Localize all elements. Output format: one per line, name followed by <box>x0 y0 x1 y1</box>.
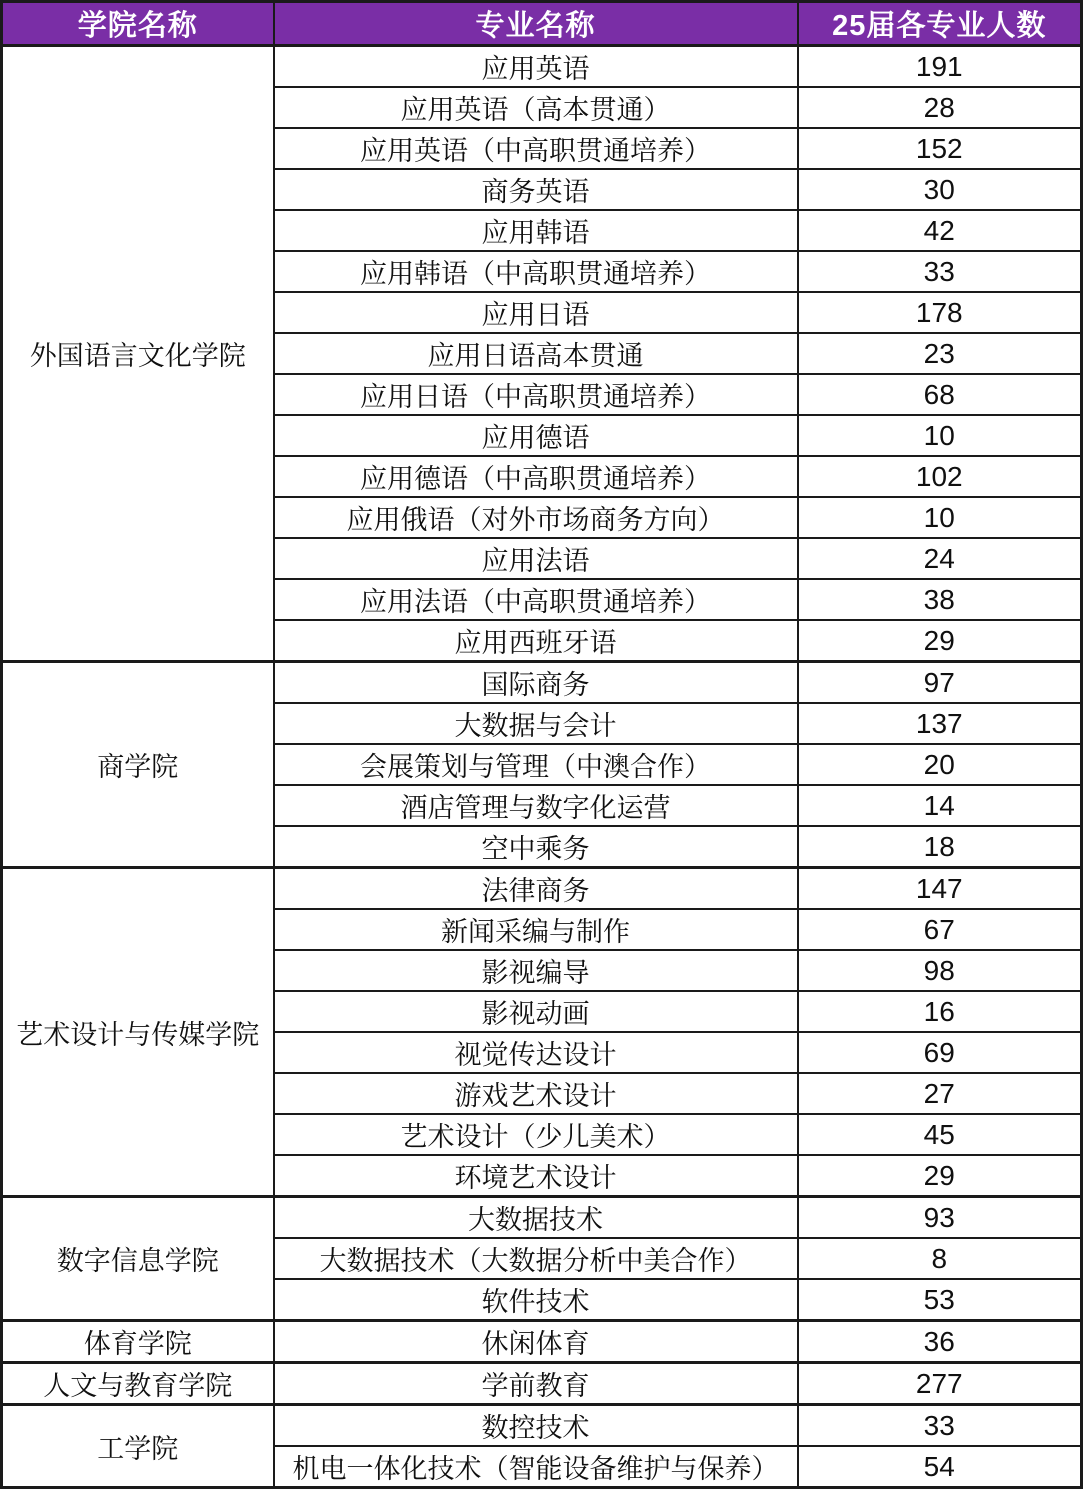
major-cell: 法律商务 <box>274 868 798 910</box>
major-cell: 艺术设计（少儿美术） <box>274 1114 798 1155</box>
major-cell: 应用德语（中高职贯通培养） <box>274 456 798 497</box>
major-cell: 国际商务 <box>274 662 798 704</box>
table-row <box>2 1363 1082 1405</box>
table-row <box>2 1197 1082 1239</box>
major-cell: 应用西班牙语 <box>274 620 798 662</box>
count-cell: 8 <box>798 1238 1082 1279</box>
major-cell: 视觉传达设计 <box>274 1032 798 1073</box>
college-cell: 商学院 <box>2 662 274 868</box>
count-cell: 152 <box>798 128 1082 169</box>
college-cell: 艺术设计与传媒学院 <box>2 868 274 1197</box>
table-row <box>2 1321 1082 1363</box>
major-cell: 应用俄语（对外市场商务方向） <box>274 497 798 538</box>
count-cell: 191 <box>798 46 1082 88</box>
major-cell: 应用英语（中高职贯通培养） <box>274 128 798 169</box>
count-cell: 102 <box>798 456 1082 497</box>
major-cell: 机电一体化技术（智能设备维护与保养） <box>274 1446 798 1488</box>
major-cell: 影视动画 <box>274 991 798 1032</box>
major-cell: 休闲体育 <box>274 1321 798 1363</box>
college-cell: 工学院 <box>2 1405 274 1488</box>
header-major-name: 专业名称 <box>274 2 798 46</box>
count-cell: 54 <box>798 1446 1082 1488</box>
count-cell: 69 <box>798 1032 1082 1073</box>
college-cell: 外国语言文化学院 <box>2 46 274 662</box>
major-cell: 新闻采编与制作 <box>274 909 798 950</box>
count-cell: 20 <box>798 744 1082 785</box>
count-cell: 28 <box>798 87 1082 128</box>
major-cell: 数控技术 <box>274 1405 798 1447</box>
major-cell: 学前教育 <box>274 1363 798 1405</box>
count-cell: 38 <box>798 579 1082 620</box>
major-cell: 应用韩语（中高职贯通培养） <box>274 251 798 292</box>
major-cell: 应用韩语 <box>274 210 798 251</box>
count-cell: 33 <box>798 251 1082 292</box>
major-cell: 应用日语 <box>274 292 798 333</box>
count-cell: 277 <box>798 1363 1082 1405</box>
college-cell: 数字信息学院 <box>2 1197 274 1321</box>
major-cell: 环境艺术设计 <box>274 1155 798 1197</box>
count-cell: 36 <box>798 1321 1082 1363</box>
major-cell: 应用英语 <box>274 46 798 88</box>
table-body <box>2 46 1082 1488</box>
count-cell: 14 <box>798 785 1082 826</box>
table-row <box>2 46 1082 88</box>
count-cell: 33 <box>798 1405 1082 1447</box>
count-cell: 18 <box>798 826 1082 868</box>
count-cell: 97 <box>798 662 1082 704</box>
major-cell: 应用日语（中高职贯通培养） <box>274 374 798 415</box>
count-cell: 29 <box>798 1155 1082 1197</box>
major-cell: 大数据技术 <box>274 1197 798 1239</box>
header-college-name: 学院名称 <box>2 2 274 46</box>
count-cell: 29 <box>798 620 1082 662</box>
major-cell: 应用法语 <box>274 538 798 579</box>
major-cell: 酒店管理与数字化运营 <box>274 785 798 826</box>
major-cell: 空中乘务 <box>274 826 798 868</box>
header-count: 25届各专业人数 <box>798 2 1082 46</box>
count-cell: 42 <box>798 210 1082 251</box>
count-cell: 10 <box>798 415 1082 456</box>
college-cell: 体育学院 <box>2 1321 274 1363</box>
major-cell: 应用日语高本贯通 <box>274 333 798 374</box>
major-cell: 影视编导 <box>274 950 798 991</box>
count-cell: 16 <box>798 991 1082 1032</box>
table-row <box>2 662 1082 704</box>
count-cell: 53 <box>798 1279 1082 1321</box>
count-cell: 93 <box>798 1197 1082 1239</box>
major-cell: 应用法语（中高职贯通培养） <box>274 579 798 620</box>
major-cell: 应用英语（高本贯通） <box>274 87 798 128</box>
college-cell: 人文与教育学院 <box>2 1363 274 1405</box>
count-cell: 45 <box>798 1114 1082 1155</box>
table-row <box>2 1405 1082 1447</box>
major-cell: 应用德语 <box>274 415 798 456</box>
major-cell: 商务英语 <box>274 169 798 210</box>
count-cell: 24 <box>798 538 1082 579</box>
major-cell: 大数据技术（大数据分析中美合作） <box>274 1238 798 1279</box>
major-cell: 大数据与会计 <box>274 703 798 744</box>
header-row <box>2 2 1082 46</box>
major-cell: 软件技术 <box>274 1279 798 1321</box>
count-cell: 23 <box>798 333 1082 374</box>
count-cell: 27 <box>798 1073 1082 1114</box>
count-cell: 178 <box>798 292 1082 333</box>
count-cell: 137 <box>798 703 1082 744</box>
count-cell: 147 <box>798 868 1082 910</box>
count-cell: 10 <box>798 497 1082 538</box>
major-cell: 游戏艺术设计 <box>274 1073 798 1114</box>
count-cell: 30 <box>798 169 1082 210</box>
table-row <box>2 868 1082 910</box>
count-cell: 68 <box>798 374 1082 415</box>
count-cell: 98 <box>798 950 1082 991</box>
major-cell: 会展策划与管理（中澳合作） <box>274 744 798 785</box>
count-cell: 67 <box>798 909 1082 950</box>
